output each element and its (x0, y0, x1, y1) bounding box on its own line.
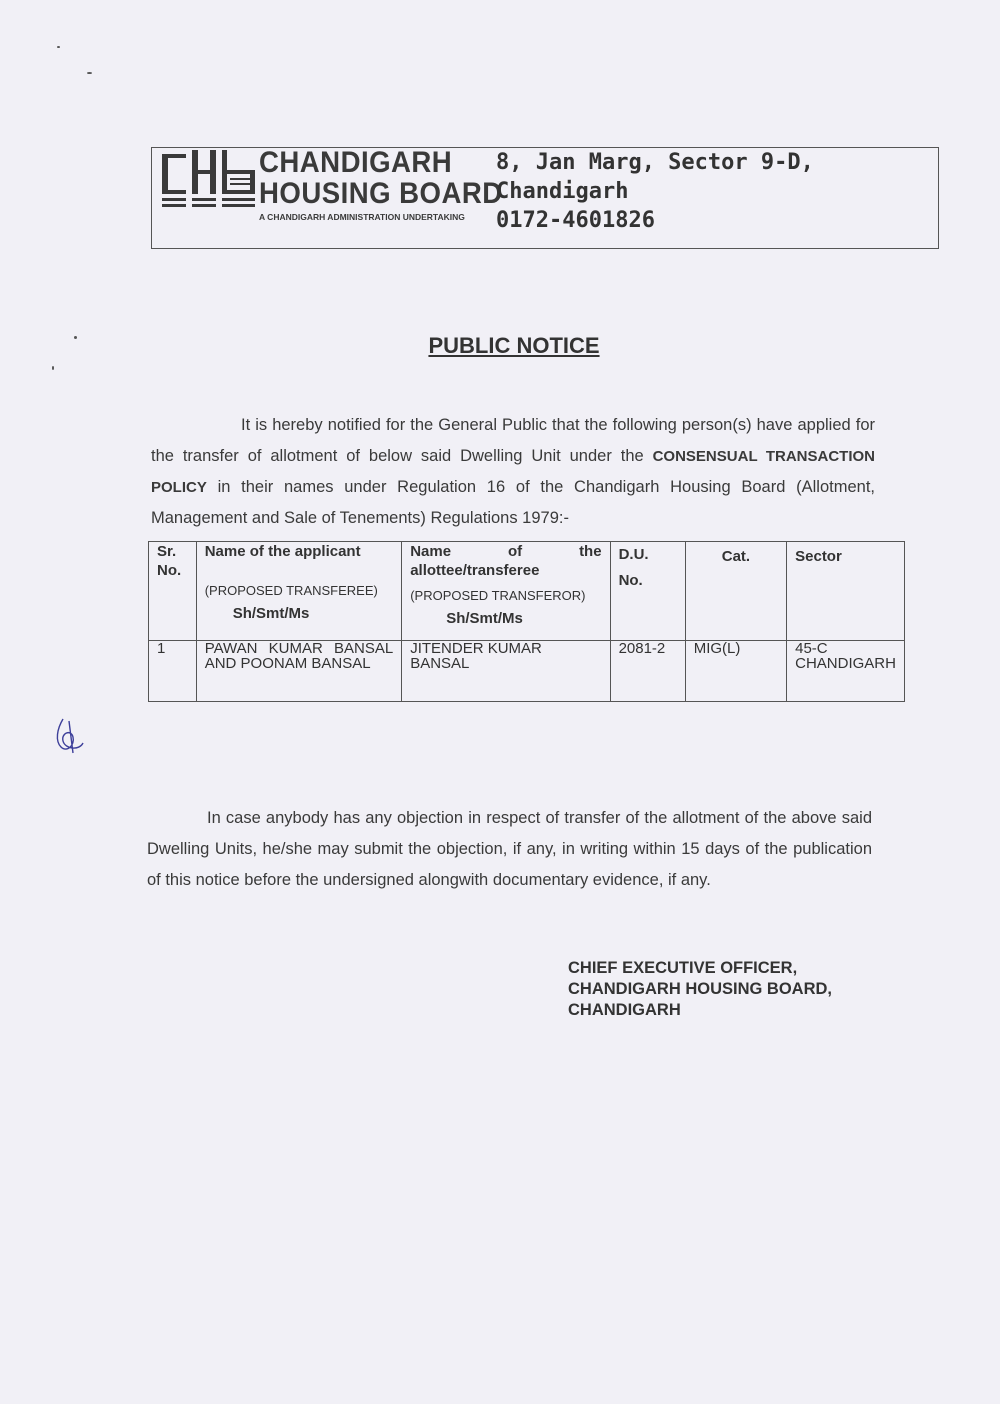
cell-allottee: JITENDER KUMAR BANSAL (402, 641, 610, 702)
header-allottee-salutation: Sh/Smt/Ms (446, 610, 523, 627)
header-applicant-sub: (PROPOSED TRANSFEREE) (204, 583, 378, 598)
org-address (496, 148, 814, 235)
handwritten-initials (53, 715, 89, 755)
org-name-line2: HOUSING BOARD (259, 177, 503, 210)
phone-number: 0172-4601826 (496, 208, 655, 233)
header-applicant: Name of the applicant (PROPOSED TRANSFEREE) Sh/Smt/Ms (196, 542, 401, 641)
intro-text-2: in their names under Regulation 16 of the Chandigarh Housing Board (Allotment, Management and Sale of Tenements) Regulations 1979:- (151, 478, 875, 527)
header-sr-no: Sr. No. (149, 542, 197, 641)
intro-text-1: It is hereby notified for the General Public that the following person(s) have applied for the transfer of allotment of below said Dwelling Unit under the (151, 416, 875, 465)
intro-paragraph (151, 410, 875, 534)
signature-block (568, 958, 832, 1021)
cell-category: MIG(L) (685, 641, 786, 702)
header-du-no: D.U. No. (610, 542, 685, 641)
header-allottee-sub: (PROPOSED TRANSFEROR) (410, 588, 586, 603)
cell-du-no: 2081-2 (610, 641, 685, 702)
signature-line1: CHIEF EXECUTIVE OFFICER, (568, 959, 798, 977)
intro-policy-name: CONSENSUAL TRANSACTION POLICY (151, 448, 875, 496)
table-row (149, 641, 905, 702)
scan-speck (87, 72, 92, 74)
cell-sector: 45-C CHANDIGARH (787, 641, 905, 702)
header-category: Cat. (685, 542, 786, 641)
header-sector: Sector (787, 542, 905, 641)
header-applicant-salutation: Sh/Smt/Ms (232, 605, 310, 622)
address-line2: Chandigarh (496, 179, 629, 204)
org-name-line1: CHANDIGARH (259, 146, 453, 179)
table-header-row (149, 542, 905, 641)
signature-line2: CHANDIGARH HOUSING BOARD, (568, 980, 832, 998)
chb-logo-icon (162, 150, 257, 210)
objection-text: In case anybody has any objection in respect of transfer of the allotment of the above said Dwelling Units, he/she may submit the objection, if any, in writing within 15 days of the publication of this notice before the undersigned alongwith documentary evidence, if any. (147, 809, 872, 889)
scan-speck (52, 366, 54, 370)
cell-applicant: PAWAN KUMAR BANSAL AND POONAM BANSAL (196, 641, 401, 702)
letterhead-box (151, 147, 939, 249)
header-allottee: Name of the allottee/transferee (PROPOSED TRANSFEROR) Sh/Smt/Ms (402, 542, 610, 641)
org-tagline: A CHANDIGARH ADMINISTRATION UNDERTAKING (259, 212, 465, 222)
objection-paragraph (147, 803, 872, 896)
transfer-table (148, 541, 905, 702)
scan-speck (57, 46, 60, 48)
address-line1: 8, Jan Marg, Sector 9-D, (496, 150, 814, 175)
cell-sr-no: 1 (149, 641, 197, 702)
notice-title: PUBLIC NOTICE (428, 333, 600, 358)
signature-line3: CHANDIGARH (568, 1001, 681, 1019)
